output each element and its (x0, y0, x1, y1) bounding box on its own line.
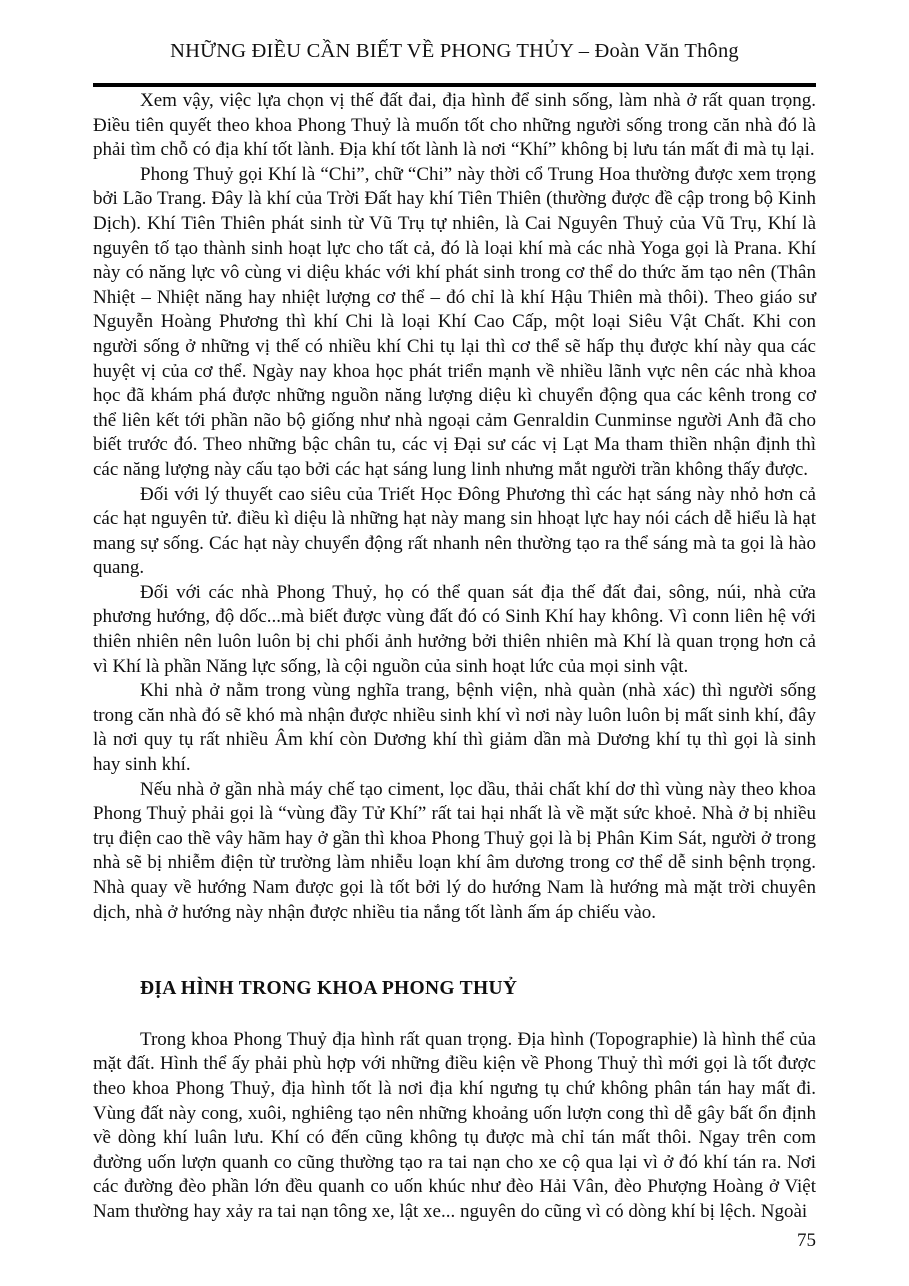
body-text (93, 89, 816, 1253)
section-heading: ĐỊA HÌNH TRONG KHOA PHONG THUỶ (140, 978, 518, 1000)
paragraph: Xem vậy, việc lựa chọn vị thế đất đai, địa hình để sinh sống, làm nhà ở rất quan trọng. Điều tiên quyết theo khoa Phong Thuỷ là muốn tốt cho những người sống trong căn nhà đó là phải tìm chỗ có địa khí tốt lành. Địa khí tốt lành là nơi “Khí” không bị lưu tán mất đi mà tụ lại. (93, 90, 816, 161)
header-divider (93, 83, 816, 87)
paragraph: Khi nhà ở nằm trong vùng nghĩa trang, bệnh viện, nhà quàn (nhà xác) thì người sống trong căn nhà đó sẽ khó mà nhận được nhiều sinh khí vì nơi này luôn luôn bị mất sinh khí, đây là nơi quy tụ rất nhiều Âm khí còn Dương khí thì giảm dần mà Dương khí tụ thì gọi là sinh hay sinh khí. (93, 680, 816, 776)
paragraph: Đối với các nhà Phong Thuỷ, họ có thể quan sát địa thế đất đai, sông, núi, nhà cửa phương hướng, độ dốc...mà biết được vùng đất đó có Sinh Khí hay không. Vì conn liên hệ với thiên nhiên nên luôn luôn bị chi phối ảnh hưởng bởi thiên nhiên mà Khí là quan trọng hơn cả vì Khí là phần Năng lực sống, là cội nguồn của sinh hoạt lức của mọi sinh vật. (93, 581, 816, 677)
book-title: NHỮNG ĐIỀU CẦN BIẾT VỀ PHONG THỦY – Đoàn Văn Thông (170, 40, 739, 62)
paragraph: Nếu nhà ở gần nhà máy chế tạo ciment, lọc dầu, thải chất khí dơ thì vùng này theo khoa Phong Thuỷ phải gọi là “vùng đầy Tử Khí” rất tai hại nhất là về mặt sức khoẻ. Nhà ở bị nhiều trụ điện cao thề vây hãm hay ở gần thì khoa Phong Thuỷ gọi là bị Phân Kim Sát, người ở trong nhà sẽ bị nhiễm điện từ trường làm nhiễu loạn khí âm dương trong cơ thể dễ sinh bệnh trọng. Nhà quay về hướng Nam được gọi là tốt bởi lý do hướng Nam là hướng mà mặt trời chuyên dịch, nhà ở hướng này nhận được nhiều tia nắng tốt lành ấm áp chiếu vào. (93, 778, 816, 923)
paragraph: Đối với lý thuyết cao siêu của Triết Học Đông Phương thì các hạt sáng này nhỏ hơn cả các hạt nguyên tử. điều kì diệu là những hạt này mang sin hhoạt lực hay nói cách dễ hiểu là hạt mang sự sống. Các hạt này chuyển động rất nhanh nên thường tạo ra thể sáng mà ta gọi là hào quang. (93, 483, 816, 579)
page-number: 75 (797, 1229, 816, 1251)
paragraph: Phong Thuỷ gọi Khí là “Chi”, chữ “Chi” này thời cổ Trung Hoa thường được xem trọng bởi Lão Trang. Đây là khí của Trời Đất hay khí Tiên Thiên (thường được đề cập trong bộ Kinh Dịch). Khí Tiên Thiên phát sinh từ Vũ Trụ tự nhiên, là Cai Nguyên Thuỷ của Vũ Trụ, Khí là nguyên tố tạo thành sinh hoạt lực cho tất cả, đó là loại khí mà các nhà Yoga gọi là Prana. Khí này có năng lực vô cùng vi diệu khác với khí phát sinh trong cơ thể do thức ăm tạo nên (Thân Nhiệt – Nhiệt năng hay nhiệt lượng cơ thể – đó chỉ là khí Hậu Thiên mà thôi). Theo giáo sư Nguyễn Hoàng Phương thì khí Chi là loại Khí Cao Cấp, một loại Siêu Vật Chất. Khi con người sống ở những vị thế có nhiều khí Chi tụ lại thì cơ thể sẽ hấp thụ được khí này qua các huyệt vị của cơ thể. Ngày nay khoa học phát triển mạnh về nhiều lãnh vực nên các nhà khoa học đã khám phá được những nguồn năng lượng diệu kì chuyển động qua các kênh trong cơ thể liên kết tới phần não bộ giống như nhà ngoại cảm Genraldin Cunminse người Anh đã cho biết trước đó. Theo những bậc chân tu, các vị Đại sư các vị Lạt Ma tham thiền nhận định thì các năng lượng này cấu tạo bởi các hạt sáng lung linh nhưng mắt người trần không thấy được. (93, 163, 816, 480)
paragraph: Trong khoa Phong Thuỷ địa hình rất quan trọng. Địa hình (Topographie) là hình thể của mặt đất. Hình thể ấy phải phù hợp với những điều kiện về Phong Thuỷ thì mới gọi là tốt được theo khoa Phong Thuỷ, địa hình tốt là nơi địa khí ngưng tụ chứ không phân tán hay mất đi. Vùng đất này cong, xuôi, nghiêng tạo nên những khoảng uốn lượn cong thì dễ gây bất ổn định về dòng khí luân lưu. Khí có đến cũng không tụ được mà chỉ tán mất thôi. Ngay trên com đường uốn lượn quanh co cũng thường tạo ra tai nạn cho xe cộ qua lại vì ở đó khí tán ra. Nơi các đường đèo phần lớn đều quanh co uốn khúc như đèo Hải Vân, đèo Phượng Hoàng ở Việt Nam thường hay xảy ra tai nạn tông xe, lật xe... nguyên do cũng vì có dòng khí bị lệch. Ngoài (93, 1028, 816, 1222)
page-header (0, 0, 909, 87)
